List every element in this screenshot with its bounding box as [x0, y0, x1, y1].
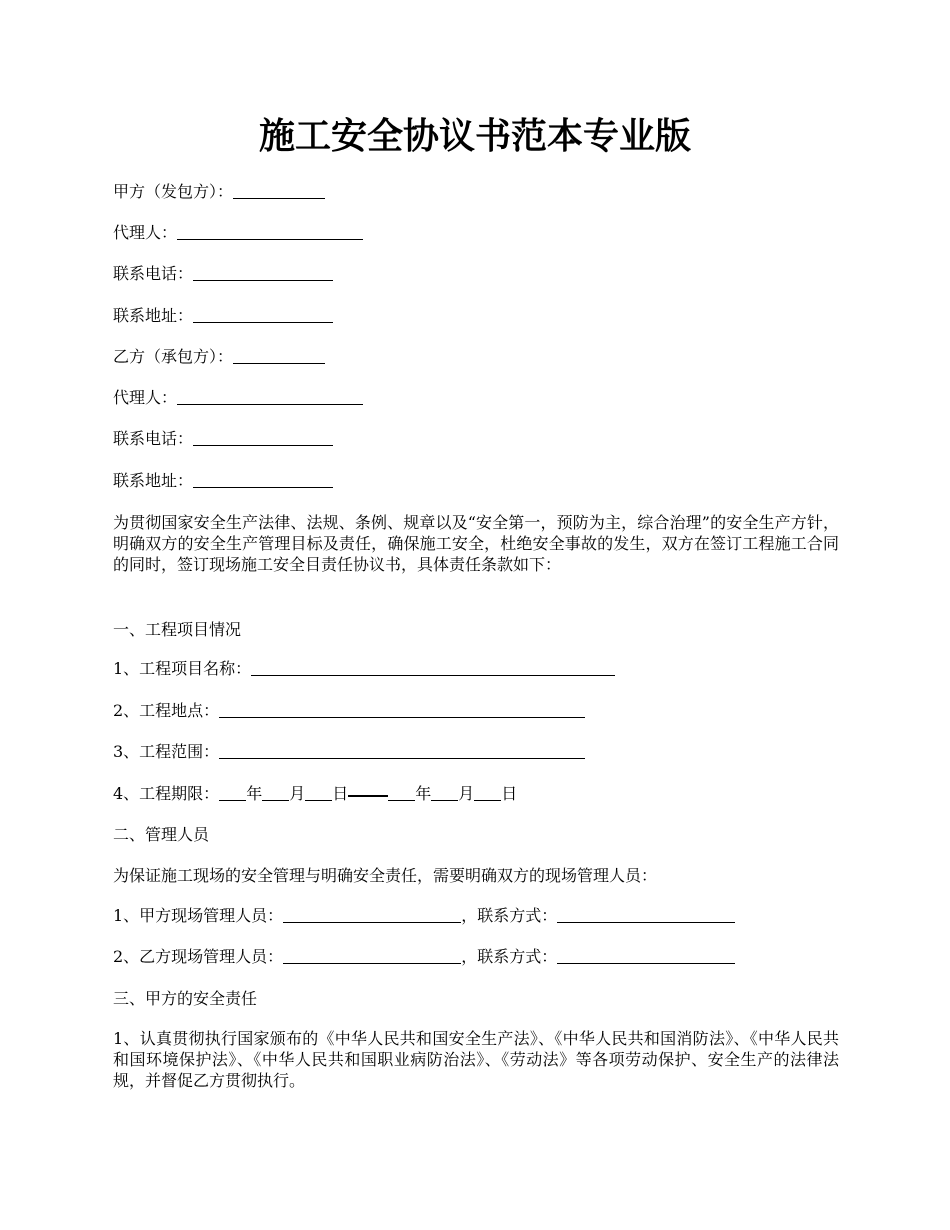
party-a-manager-line	[113, 906, 735, 926]
party-a-phone-blank	[193, 264, 333, 281]
end-month-blank	[431, 784, 458, 801]
end-day-label: 日	[501, 784, 518, 803]
section-2-heading: 二、管理人员	[113, 825, 210, 844]
end-year-label: 年	[415, 784, 432, 803]
party-a-agent-blank	[177, 223, 363, 240]
location-label: 2、工程地点：	[113, 701, 220, 720]
location-blank	[219, 701, 585, 718]
period-dash	[348, 785, 388, 797]
intro-paragraph: 为贯彻国家安全生产法律、法规、条例、规章以及“安全第一，预防为主，综合治理”的安全生产方针，明确双方的安全生产管理目标及责任，确保施工安全，杜绝安全事故的发生，双方在签订工程施工合同的同时，签订现场施工安全目责任协议书，具体责任条款如下：	[113, 513, 839, 574]
project-name-line	[113, 659, 615, 679]
project-name-label: 1、工程项目名称：	[113, 659, 252, 678]
start-month-label: 月	[289, 784, 306, 803]
start-day-label: 日	[332, 784, 349, 803]
party-a-phone-line	[113, 264, 333, 284]
party-b-phone-blank	[193, 429, 333, 446]
section-1-heading: 一、工程项目情况	[113, 620, 242, 639]
start-year-blank	[219, 784, 246, 801]
party-a-phone-label: 联系电话：	[113, 264, 194, 283]
party-b-phone-line	[113, 429, 333, 449]
party-b-manager-line	[113, 947, 735, 967]
party-b-agent-blank	[177, 388, 363, 405]
party-a-agent-line	[113, 223, 363, 243]
party-a-contact-blank	[557, 906, 735, 923]
section-2-intro: 为保证施工现场的安全管理与明确安全责任，需要明确双方的现场管理人员：	[113, 866, 658, 885]
party-b-blank	[233, 347, 325, 364]
scope-blank	[219, 742, 585, 759]
party-a-line	[113, 182, 325, 202]
end-month-label: 月	[458, 784, 475, 803]
party-a-blank	[233, 182, 325, 199]
project-name-blank	[251, 659, 615, 676]
party-a-contact-label: ，联系方式：	[461, 906, 558, 925]
party-b-address-label: 联系地址：	[113, 471, 194, 490]
party-b-contact-label: ，联系方式：	[461, 947, 558, 966]
party-b-agent-line	[113, 388, 363, 408]
party-b-manager-blank	[283, 947, 461, 964]
start-month-blank	[262, 784, 289, 801]
period-label: 4、工程期限：	[113, 784, 220, 803]
end-year-blank	[388, 784, 415, 801]
party-a-address-line	[113, 306, 333, 326]
party-a-label: 甲方（发包方）：	[113, 182, 234, 201]
party-b-phone-label: 联系电话：	[113, 429, 194, 448]
party-b-line	[113, 347, 325, 367]
scope-label: 3、工程范围：	[113, 742, 220, 761]
party-b-label: 乙方（承包方）：	[113, 347, 234, 366]
party-a-manager-label: 1、甲方现场管理人员：	[113, 906, 284, 925]
party-a-agent-label: 代理人：	[113, 223, 178, 242]
location-line	[113, 701, 585, 721]
party-b-address-blank	[193, 471, 333, 488]
party-b-contact-blank	[557, 947, 735, 964]
section-3-heading: 三、甲方的安全责任	[113, 989, 258, 1008]
period-line	[113, 784, 517, 804]
party-b-address-line	[113, 471, 333, 491]
party-a-address-blank	[193, 306, 333, 323]
party-a-manager-blank	[283, 906, 461, 923]
scope-line	[113, 742, 585, 762]
party-b-manager-label: 2、乙方现场管理人员：	[113, 947, 284, 966]
start-day-blank	[305, 784, 332, 801]
document-title: 施工安全协议书范本专业版	[258, 115, 691, 157]
section-3-item-1: 1、认真贯彻执行国家颁布的《中华人民共和国安全生产法》、《中华人民共和国消防法》、《中华人民共和国环境保护法》、《中华人民共和国职业病防治法》、《劳动法》等各项劳动保护、安全生产的法律法规，并督促乙方贯彻执行。	[113, 1029, 839, 1090]
party-a-address-label: 联系地址：	[113, 306, 194, 325]
party-b-agent-label: 代理人：	[113, 388, 178, 407]
end-day-blank	[474, 784, 501, 801]
start-year-label: 年	[246, 784, 263, 803]
